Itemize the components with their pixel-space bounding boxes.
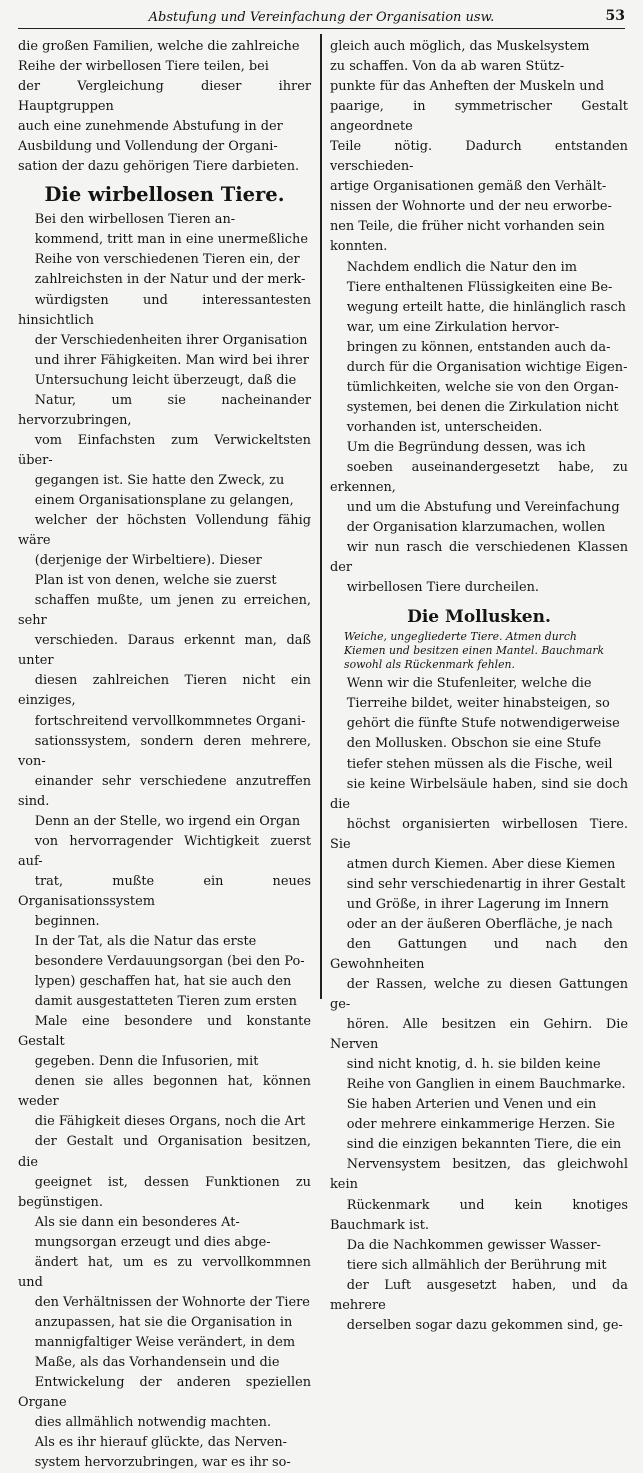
text-line: damit ausgestatteten Tieren zum ersten xyxy=(34,994,297,1010)
text-line: Tierreihe bildet, weiter hinabsteigen, so xyxy=(346,696,610,712)
text-line: der Rassen, welche zu diesen Gattungen ge- xyxy=(330,977,628,1013)
text-line: der Gestalt und Organisation besitzen, die xyxy=(18,1134,311,1170)
text-line: ändert hat, um es zu vervollkommnen und xyxy=(18,1254,311,1290)
text-line: gegangen ist. Sie hatte den Zweck, zu xyxy=(34,472,285,488)
text-line: Natur, um sie nacheinander hervorzubringen, xyxy=(18,392,311,428)
text-line: Entwickelung der anderen speziellen Organe xyxy=(18,1375,311,1411)
section-heading: Die wirbellosen Tiere. xyxy=(44,183,285,207)
text-line: die Fähigkeit dieses Organs, noch die Art xyxy=(34,1114,306,1130)
text-line: oder an der äußeren Oberfläche, je nach xyxy=(346,916,613,932)
running-title: Abstufung und Vereinfachung der Organisation usw. xyxy=(148,10,495,25)
text-line: zu schaffen. Von da ab waren Stütz- xyxy=(330,59,565,75)
text-line: mungsorgan erzeugt und dies abge- xyxy=(34,1234,271,1250)
text-line: systemen, bei denen die Zirkulation nicht xyxy=(346,399,619,415)
text-line: tümlichkeiten, welche sie von den Organ- xyxy=(346,379,619,395)
text-line: diesen zahlreichen Tieren nicht ein einziges, xyxy=(18,673,311,709)
text-line: Tiere enthaltenen Flüssigkeiten eine Be- xyxy=(346,279,613,295)
text-line: gleich auch möglich, das Muskelsystem xyxy=(330,39,590,54)
text-line: war, um eine Zirkulation hervor- xyxy=(346,319,560,335)
paragraph xyxy=(330,37,628,258)
text-line: der Verschiedenheiten ihrer Organisation xyxy=(34,332,308,348)
text-line: lypen) geschaffen hat, hat sie auch den xyxy=(34,974,292,990)
text-line: denen sie alles begonnen hat, können weder xyxy=(18,1074,311,1110)
text-line: anzupassen, hat sie die Organisation in xyxy=(34,1314,293,1330)
text-line: sationssystem, sondern deren mehrere, von- xyxy=(18,733,311,769)
text-line: fortschreitend vervollkommnetes Organi- xyxy=(34,713,306,729)
paragraph xyxy=(18,210,311,932)
text-line: wir nun rasch die verschiedenen Klassen der xyxy=(330,540,628,576)
text-line: tiefer stehen müssen als die Fische, weil xyxy=(346,756,613,772)
text-line: Nachdem endlich die Natur den im xyxy=(346,259,577,275)
text-line: Denn an der Stelle, wo irgend ein Organ xyxy=(34,813,301,829)
text-line: konnten. xyxy=(330,239,388,255)
text-line: wirbellosen Tiere durcheilen. xyxy=(346,580,539,596)
text-line: sie keine Wirbelsäule haben, sind sie doch die xyxy=(330,776,628,812)
text-line: nen Teile, die früher nicht vorhanden sein xyxy=(330,219,605,235)
text-line: Male eine besondere und konstante Gestalt xyxy=(18,1014,311,1050)
text-line: paarige, in symmetrischer Gestalt angeordnete xyxy=(330,99,628,135)
text-line: Bei den wirbellosen Tieren an- xyxy=(34,212,236,228)
text-line: verschieden. Daraus erkennt man, daß unter xyxy=(18,633,311,669)
text-line: den Verhältnissen der Wohnorte der Tiere xyxy=(34,1294,310,1310)
text-line: atmen durch Kiemen. Aber diese Kiemen xyxy=(346,856,616,872)
text-line: hören. Alle besitzen ein Gehirn. Die Nerven xyxy=(330,1017,628,1053)
paragraph xyxy=(330,438,628,598)
text-line: (derjenige der Wirbeltiere). Dieser xyxy=(34,553,262,569)
text-line: Als sie dann ein besonderes At- xyxy=(34,1214,240,1230)
text-line: In der Tat, als die Natur das erste xyxy=(34,934,257,950)
text-line: einander sehr verschiedene anzutreffen sind. xyxy=(18,773,311,809)
text-line: schaffen mußte, um jenen zu erreichen, sehr xyxy=(18,593,311,629)
section-heading: Die Mollusken. xyxy=(407,607,551,628)
paragraph xyxy=(18,1213,311,1434)
text-line: Ausbildung und Vollendung der Organi- xyxy=(18,139,278,155)
text-line: der Vergleichung dieser ihrer Hauptgruppen xyxy=(18,79,311,115)
text-line: Da die Nachkommen gewisser Wasser- xyxy=(346,1237,601,1253)
text-line: der Organisation klarzumachen, wollen xyxy=(346,520,606,536)
text-line: Untersuchung leicht überzeugt, daß die xyxy=(34,372,297,388)
text-line: wegung erteilt hatte, die hinlänglich rasch xyxy=(346,299,626,315)
text-line: und Größe, in ihrer Lagerung im Innern xyxy=(346,896,609,912)
text-line: soeben auseinandergesetzt habe, zu erkennen, xyxy=(330,459,628,496)
text-line: der Luft ausgesetzt haben, und da mehrere xyxy=(330,1277,628,1313)
paragraph xyxy=(18,1433,311,1473)
text-line: auch eine zunehmende Abstufung in der xyxy=(18,119,283,135)
text-line: sowohl als Rückenmark fehlen. xyxy=(344,658,515,672)
text-line: einem Organisationsplane zu gelangen, xyxy=(34,492,294,508)
text-line: von hervorragender Wichtigkeit zuerst auf- xyxy=(18,833,311,869)
running-header xyxy=(18,0,625,29)
text-line: sind sehr verschiedenartig in ihrer Gestalt xyxy=(346,876,626,892)
text-line: Wenn wir die Stufenleiter, welche die xyxy=(346,676,592,692)
text-line: die großen Familien, welche die zahlreiche xyxy=(18,39,300,54)
text-line: besondere Verdauungsorgan (bei den Po- xyxy=(34,954,305,970)
section-summary-note xyxy=(330,630,628,672)
text-line: Als es ihr hierauf glückte, das Nerven- xyxy=(34,1435,288,1451)
text-line: durch für die Organisation wichtige Eigen- xyxy=(346,359,628,375)
text-line: dies allmählich notwendig machten. xyxy=(34,1415,272,1431)
text-line: vom Einfachsten zum Verwickeltsten über- xyxy=(18,432,311,468)
text-line: trat, mußte ein neues Organisationssystem xyxy=(18,873,311,909)
paragraph xyxy=(18,37,311,177)
text-line: Reihe der wirbellosen Tiere teilen, bei xyxy=(18,59,269,75)
paragraph xyxy=(330,674,628,1235)
text-line: sind die einzigen bekannten Tiere, die ein xyxy=(346,1137,622,1153)
text-line: derselben sogar dazu gekommen sind, ge- xyxy=(346,1317,623,1333)
text-line: Reihe von verschiedenen Tieren ein, der xyxy=(34,252,300,268)
text-line: tiere sich allmählich der Berührung mit xyxy=(346,1257,607,1273)
text-line: würdigsten und interessantesten hinsichtlich xyxy=(18,292,311,328)
text-line: Reihe von Ganglien in einem Bauchmarke. xyxy=(346,1077,626,1093)
text-line: Teile nötig. Dadurch entstanden verschieden- xyxy=(330,139,628,175)
text-line: Kiemen und besitzen einen Mantel. Bauchmark xyxy=(344,644,605,658)
column-divider xyxy=(320,34,322,999)
text-line: punkte für das Anheften der Muskeln und xyxy=(330,79,605,95)
text-line: Um die Begründung dessen, was ich xyxy=(346,439,586,455)
text-line: mannigfaltiger Weise verändert, in dem xyxy=(34,1334,296,1350)
paragraph xyxy=(18,932,311,1213)
text-line: den Gattungen und nach den Gewohnheiten xyxy=(330,936,628,972)
text-line: sind nicht knotig, d. h. sie bilden keine xyxy=(346,1057,601,1073)
text-line: bringen zu können, entstanden auch da- xyxy=(346,339,611,355)
text-line: vorhanden ist, unterscheiden. xyxy=(346,419,543,435)
text-line: und um die Abstufung und Vereinfachung xyxy=(346,500,620,516)
paragraph xyxy=(330,1236,628,1336)
text-line: nissen der Wohnorte und der neu erworbe- xyxy=(330,199,612,215)
text-line: gehört die fünfte Stufe notwendigerweise xyxy=(346,716,620,732)
text-line: system hervorzubringen, war es ihr so- xyxy=(34,1455,291,1471)
text-line: kommend, tritt man in eine unermeßliche xyxy=(34,232,308,248)
text-line: Plan ist von denen, welche sie zuerst xyxy=(34,573,277,589)
text-line: artige Organisationen gemäß den Verhält- xyxy=(330,179,607,195)
text-line: den Mollusken. Obschon sie eine Stufe xyxy=(346,736,602,752)
text-line: geeignet ist, dessen Funktionen zu begünstigen. xyxy=(18,1174,311,1210)
text-line: und ihrer Fähigkeiten. Man wird bei ihrer xyxy=(34,352,309,368)
text-line: sation der dazu gehörigen Tiere darbieten. xyxy=(18,159,300,175)
paragraph xyxy=(330,258,628,438)
text-line: höchst organisierten wirbellosen Tiere. Sie xyxy=(330,816,628,852)
text-line: Sie haben Arterien und Venen und ein xyxy=(346,1097,597,1113)
text-line: beginnen. xyxy=(34,913,100,929)
text-line: oder mehrere einkammerige Herzen. Sie xyxy=(346,1117,615,1133)
text-line: Maße, als das Vorhandensein und die xyxy=(34,1355,280,1370)
text-line: gegeben. Denn die Infusorien, mit xyxy=(34,1054,259,1070)
page-number: 53 xyxy=(605,8,625,24)
text-line: Nervensystem besitzen, das gleichwohl kein xyxy=(330,1157,628,1193)
text-line: Weiche, ungegliederte Tiere. Atmen durch xyxy=(344,630,577,644)
text-line: zahlreichsten in der Natur und der merk- xyxy=(34,272,306,288)
left-column xyxy=(18,37,311,1473)
text-line: welcher der höchsten Vollendung fähig wäre xyxy=(18,513,311,549)
right-column xyxy=(330,37,628,1336)
text-line: Rückenmark und kein knotiges Bauchmark ist. xyxy=(330,1197,628,1233)
